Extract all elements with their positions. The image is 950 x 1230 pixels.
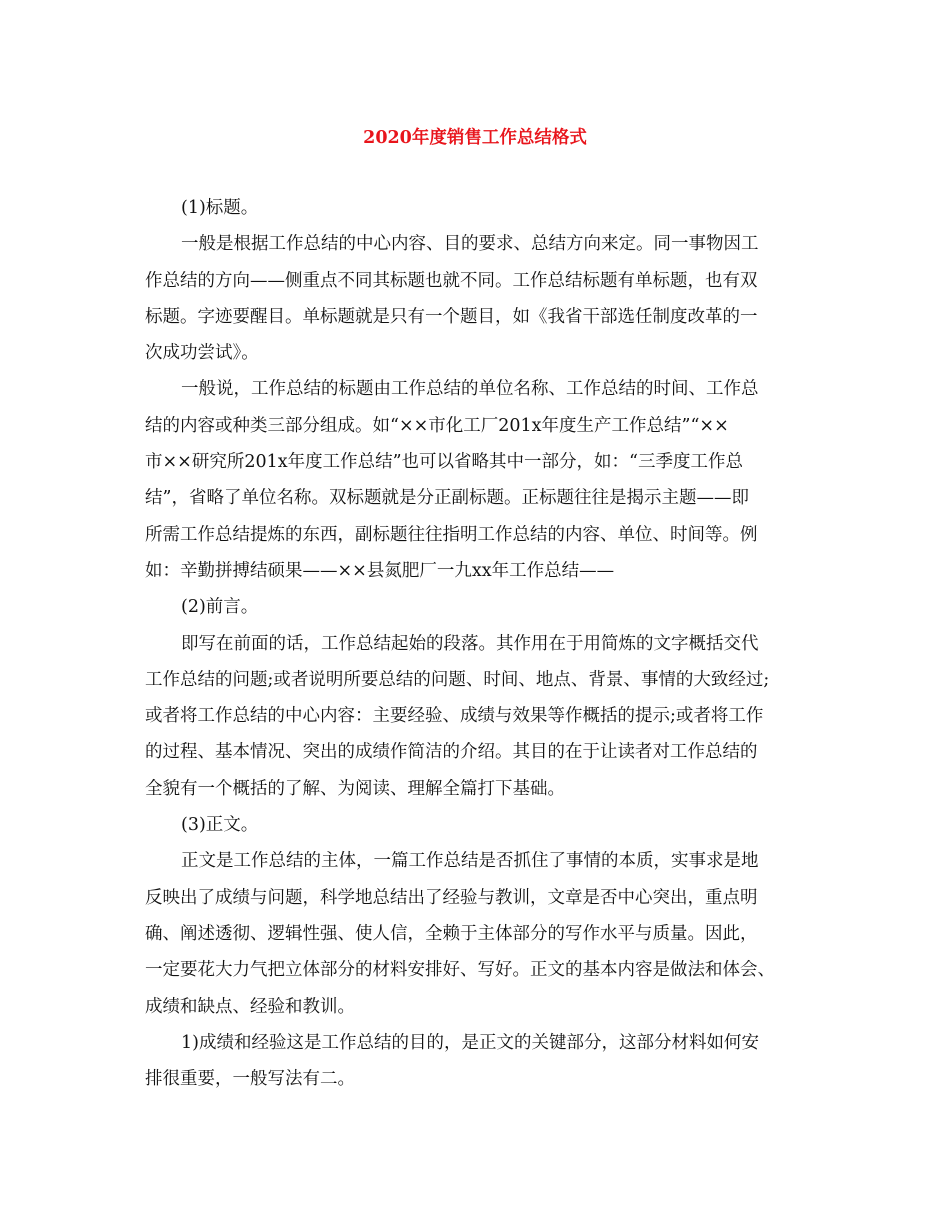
text-line: 或者将工作总结的中心内容：主要经验、成绩与效果等作概括的提示;或者将工作 bbox=[145, 706, 764, 727]
text-line: 工作总结的问题;或者说明所要总结的问题、时间、地点、背景、事情的大致经过; bbox=[145, 669, 770, 690]
text-line: 市××研究所201x年度工作总结”也可以省略其中一部分，如：“三季度工作总 bbox=[145, 452, 743, 473]
text-line: 结”，省略了单位名称。双标题就是分正副标题。正标题往往是揭示主题——即 bbox=[145, 488, 749, 509]
document-body bbox=[145, 190, 820, 1097]
text-line: 标题。字迹要醒目。单标题就是只有一个题目，如《我省干部选任制度改革的一 bbox=[145, 306, 758, 327]
text-line: 排很重要，一般写法有二。 bbox=[145, 1069, 355, 1090]
text-line: 一般说，工作总结的标题由工作总结的单位名称、工作总结的时间、工作总 bbox=[181, 379, 759, 400]
text-line: 正文是工作总结的主体，一篇工作总结是否抓住了事情的本质，实事求是地 bbox=[181, 851, 759, 872]
text-line: 结的内容或种类三部分组成。如“××市化工厂201x年度生产工作总结”“×× bbox=[145, 415, 729, 436]
text-line: (1)标题。 bbox=[181, 198, 259, 218]
text-line: 确、阐述透彻、逻辑性强、使人信，全赖于主体部分的写作水平与质量。因此， bbox=[145, 923, 758, 944]
text-line: 如：辛勤拼搏结硕果——××县氮肥厂一九xx年工作总结—— bbox=[145, 560, 615, 581]
text-line: 全貌有一个概括的了解、为阅读、理解全篇打下基础。 bbox=[145, 778, 565, 799]
text-line: (2)前言。 bbox=[181, 597, 259, 618]
text-line: 成绩和缺点、经验和教训。 bbox=[145, 996, 355, 1017]
text-line: 一般是根据工作总结的中心内容、目的要求、总结方向来定。同一事物因工 bbox=[181, 234, 759, 255]
text-line: 一定要花大力气把立体部分的材料安排好、写好。正文的基本内容是做法和体会、 bbox=[145, 960, 775, 981]
text-line: 的过程、基本情况、突出的成绩作简洁的介绍。其目的在于让读者对工作总结的 bbox=[145, 742, 758, 763]
text-line: 即写在前面的话，工作总结起始的段落。其作用在于用简炼的文字概括交代 bbox=[181, 633, 759, 654]
text-line: 1)成绩和经验这是工作总结的目的，是正文的关键部分，这部分材料如何安 bbox=[181, 1032, 759, 1053]
text-line: (3)正文。 bbox=[181, 815, 259, 836]
document-title: 2020年度销售工作总结格式 bbox=[363, 128, 587, 148]
text-line: 作总结的方向——侧重点不同其标题也就不同。工作总结标题有单标题，也有双 bbox=[145, 270, 758, 291]
text-line: 反映出了成绩与问题，科学地总结出了经验与教训，文章是否中心突出，重点明 bbox=[145, 887, 758, 908]
text-line: 所需工作总结提炼的东西，副标题往往指明工作总结的内容、单位、时间等。例 bbox=[145, 524, 758, 545]
text-line: 次成功尝试》。 bbox=[145, 343, 259, 364]
